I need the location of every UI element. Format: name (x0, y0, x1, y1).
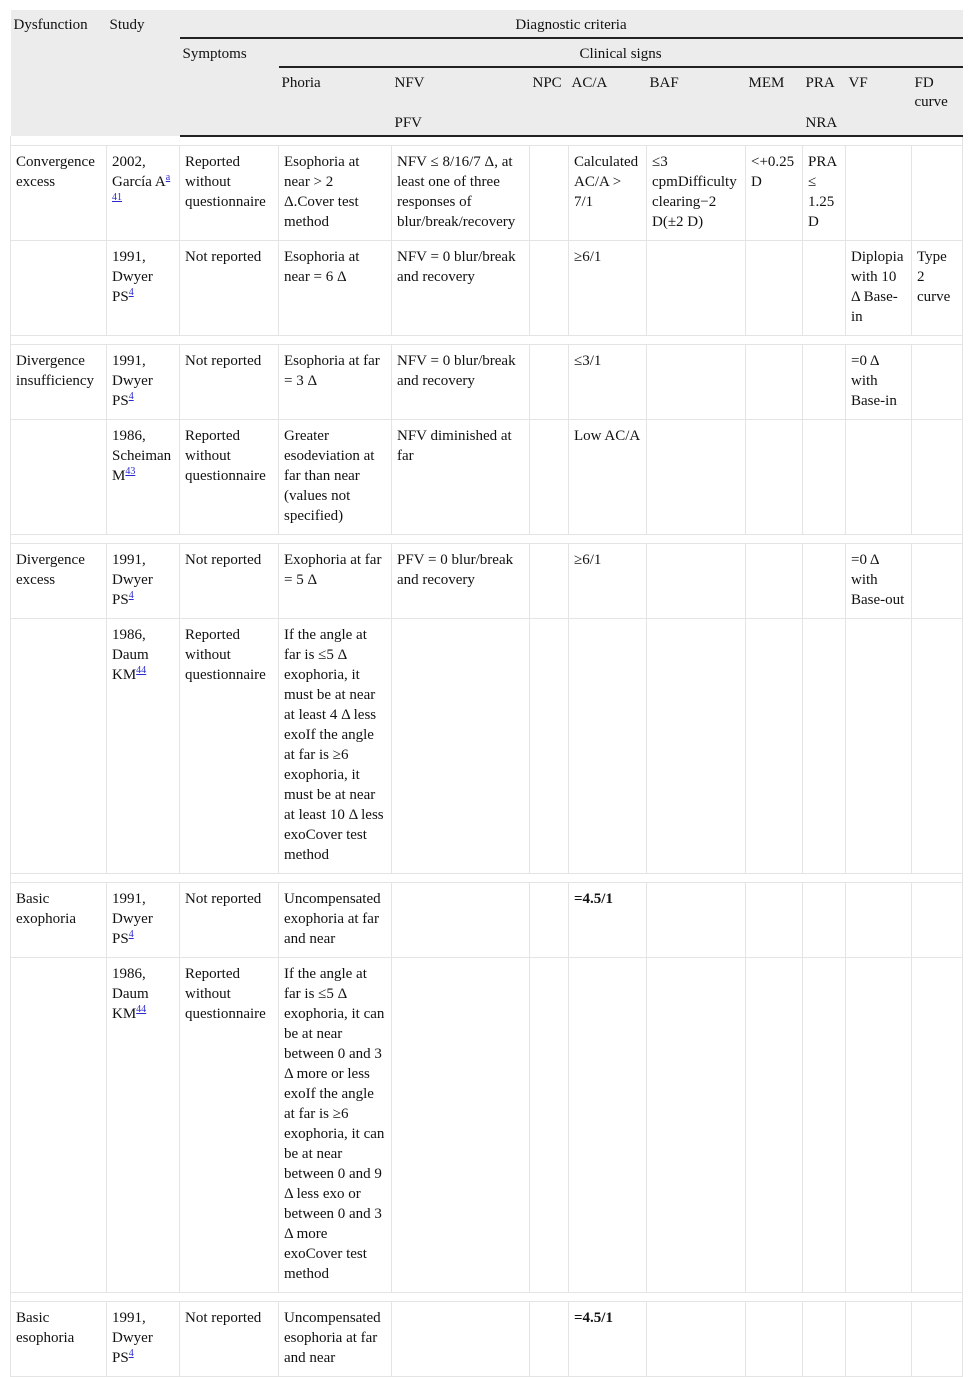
cell-nfv (392, 958, 530, 1293)
header-symptoms: Symptoms (180, 38, 279, 136)
cell-fd-curve (912, 958, 963, 1293)
cell-aca: Calculated AC/A > 7/1 (569, 146, 647, 241)
cell-npc (530, 958, 569, 1293)
header-clinical-signs: Clinical signs (279, 38, 963, 67)
cell-npc (530, 1302, 569, 1377)
cell-npc (530, 420, 569, 535)
cell-phoria: Greater esodeviation at far than near (values not specified) (279, 420, 392, 535)
study-reference-link[interactable]: 4 (128, 287, 134, 298)
cell-mem (746, 1302, 803, 1377)
spacer-row (11, 535, 963, 544)
cell-study (107, 544, 180, 619)
cell-aca (569, 1302, 647, 1377)
cell-nfv (392, 1302, 530, 1377)
header-fd-curve: FD curve (912, 67, 963, 136)
cell-dysfunction: Divergence excess (11, 544, 107, 619)
cell-phoria: Esophoria at far = 3 Δ (279, 345, 392, 420)
cell-baf (647, 883, 746, 958)
cell-dysfunction (11, 420, 107, 535)
table-row (11, 420, 963, 535)
cell-baf (647, 544, 746, 619)
cell-vf (846, 883, 912, 958)
cell-aca (569, 619, 647, 874)
cell-aca (569, 883, 647, 958)
cell-npc (530, 241, 569, 336)
study-text: 1986, Daum KM (112, 966, 149, 1022)
cell-nfv: NFV = 0 blur/break and recovery (392, 241, 530, 336)
cell-vf (846, 958, 912, 1293)
criteria-table-wrapper (10, 10, 962, 1366)
cell-study (107, 958, 180, 1293)
cell-fd-curve (912, 146, 963, 241)
study-reference-link[interactable]: 44 (136, 665, 147, 676)
cell-symptoms: Reported without questionnaire (180, 958, 279, 1293)
study-reference-link[interactable]: 4 (128, 1348, 134, 1359)
study-reference-link[interactable]: 43 (125, 466, 136, 477)
study-reference-link[interactable]: 44 (136, 1004, 147, 1015)
cell-pra: PRA ≤ 1.25 D (803, 146, 846, 241)
cell-symptoms: Not reported (180, 883, 279, 958)
cell-pra (803, 420, 846, 535)
cell-fd-curve (912, 883, 963, 958)
cell-study (107, 146, 180, 241)
table-row (11, 958, 963, 1293)
cell-pra (803, 544, 846, 619)
study-reference-link[interactable]: 4 (128, 929, 134, 940)
header-dysfunction: Dysfunction (11, 10, 107, 136)
study-text: 1991, Dwyer PS (112, 353, 153, 409)
cell-fd-curve (912, 420, 963, 535)
aca-bold-value: =4.5/1 (574, 891, 613, 907)
header-pfv: PFV (392, 114, 530, 136)
cell-aca (569, 958, 647, 1293)
cell-symptoms: Not reported (180, 241, 279, 336)
header-npc: NPC (530, 67, 569, 136)
study-reference-link[interactable]: 4 (128, 391, 134, 402)
cell-fd-curve (912, 345, 963, 420)
cell-phoria: Esophoria at near = 6 Δ (279, 241, 392, 336)
study-text: 1991, Dwyer PS (112, 1310, 153, 1366)
cell-vf: =0 Δ with Base-out (846, 544, 912, 619)
header-pra: PRA (803, 67, 846, 114)
cell-phoria: Uncompensated esophoria at far and near (279, 1302, 392, 1377)
cell-phoria: If the angle at far is ≤5 Δ exophoria, it must be at near at least 4 Δ less exoIf the angle at far is ≥6 exophoria, it must be at near at least 10 Δ less exoCover test method (279, 619, 392, 874)
spacer-row (11, 336, 963, 345)
cell-symptoms: Reported without questionnaire (180, 420, 279, 535)
cell-aca: ≤3/1 (569, 345, 647, 420)
cell-npc (530, 146, 569, 241)
cell-dysfunction: Convergence excess (11, 146, 107, 241)
spacer-row (11, 1293, 963, 1302)
cell-fd-curve (912, 544, 963, 619)
cell-baf (647, 420, 746, 535)
cell-fd-curve (912, 1302, 963, 1377)
cell-mem (746, 883, 803, 958)
cell-mem (746, 241, 803, 336)
cell-phoria: Esophoria at near > 2 Δ.Cover test method (279, 146, 392, 241)
header-baf: BAF (647, 67, 746, 136)
cell-vf (846, 619, 912, 874)
cell-symptoms: Not reported (180, 544, 279, 619)
cell-nfv: PFV = 0 blur/break and recovery (392, 544, 530, 619)
cell-mem (746, 420, 803, 535)
header-aca: AC/A (569, 67, 647, 136)
study-reference-link[interactable]: 4 (128, 590, 134, 601)
cell-baf (647, 241, 746, 336)
aca-bold-value: =4.5/1 (574, 1310, 613, 1326)
cell-pra (803, 345, 846, 420)
cell-npc (530, 883, 569, 958)
cell-nfv: NFV = 0 blur/break and recovery (392, 345, 530, 420)
header-nra: NRA (803, 114, 846, 136)
header-phoria: Phoria (279, 67, 392, 136)
cell-pra (803, 958, 846, 1293)
cell-vf (846, 420, 912, 535)
cell-study (107, 241, 180, 336)
table-row (11, 146, 963, 241)
cell-vf: =0 Δ with Base-in (846, 345, 912, 420)
cell-mem (746, 544, 803, 619)
cell-dysfunction: Basic exophoria (11, 883, 107, 958)
cell-npc (530, 619, 569, 874)
header-study: Study (107, 10, 180, 136)
cell-vf (846, 1302, 912, 1377)
cell-nfv: NFV ≤ 8/16/7 Δ, at least one of three responses of blur/break/recovery (392, 146, 530, 241)
cell-baf (647, 1302, 746, 1377)
header-row-1 (11, 10, 963, 38)
study-text: 1991, Dwyer PS (112, 891, 153, 947)
cell-symptoms: Not reported (180, 1302, 279, 1377)
cell-baf (647, 345, 746, 420)
cell-mem (746, 345, 803, 420)
cell-pra (803, 619, 846, 874)
cell-aca: Low AC/A (569, 420, 647, 535)
cell-pra (803, 883, 846, 958)
table-row (11, 1302, 963, 1377)
study-text: 1986, Scheiman M (112, 428, 172, 484)
study-reference-link[interactable]: 41 (112, 192, 122, 203)
spacer-row (11, 136, 963, 146)
cell-study (107, 345, 180, 420)
cell-mem (746, 958, 803, 1293)
table-row (11, 241, 963, 336)
cell-dysfunction (11, 619, 107, 874)
cell-nfv (392, 883, 530, 958)
cell-phoria: If the angle at far is ≤5 Δ exophoria, it can be at near between 0 and 3 Δ more or less exoIf the angle at far is ≥6 exophoria, it can be at near between 0 and 9 Δ less exo or between 0 and 3 Δ more exoCover test method (279, 958, 392, 1293)
table-row (11, 544, 963, 619)
cell-pra (803, 1302, 846, 1377)
cell-npc (530, 544, 569, 619)
cell-phoria: Exophoria at far = 5 Δ (279, 544, 392, 619)
cell-baf (647, 958, 746, 1293)
study-text: 2002, García A (112, 154, 166, 190)
study-text: 1986, Daum KM (112, 627, 149, 683)
cell-phoria: Uncompensated exophoria at far and near (279, 883, 392, 958)
cell-aca: ≥6/1 (569, 241, 647, 336)
cell-symptoms: Reported without questionnaire (180, 619, 279, 874)
header-vf: VF (846, 67, 912, 136)
table-row (11, 619, 963, 874)
cell-nfv: NFV diminished at far (392, 420, 530, 535)
table-row (11, 345, 963, 420)
cell-mem: <+0.25 D (746, 146, 803, 241)
header-mem: MEM (746, 67, 803, 136)
spacer-row (11, 874, 963, 883)
cell-symptoms: Reported without questionnaire (180, 146, 279, 241)
cell-vf (846, 146, 912, 241)
diagnostic-criteria-table (10, 10, 963, 1377)
header-nfv: NFV (392, 67, 530, 114)
header-diagnostic-criteria: Diagnostic criteria (180, 10, 963, 38)
cell-dysfunction (11, 958, 107, 1293)
study-text: 1991, Dwyer PS (112, 552, 153, 608)
cell-baf: ≤3 cpmDifficulty clearing−2 D(±2 D) (647, 146, 746, 241)
cell-mem (746, 619, 803, 874)
cell-dysfunction (11, 241, 107, 336)
cell-baf (647, 619, 746, 874)
cell-dysfunction: Divergence insufficiency (11, 345, 107, 420)
cell-study (107, 420, 180, 535)
study-text: 1991, Dwyer PS (112, 249, 153, 305)
cell-fd-curve (912, 619, 963, 874)
study-footnote-sup[interactable]: a (165, 172, 171, 183)
cell-aca: ≥6/1 (569, 544, 647, 619)
cell-vf: Diplopia with 10 Δ Base-in (846, 241, 912, 336)
cell-npc (530, 345, 569, 420)
cell-study (107, 619, 180, 874)
cell-study (107, 1302, 180, 1377)
cell-symptoms: Not reported (180, 345, 279, 420)
cell-study (107, 883, 180, 958)
table-row (11, 883, 963, 958)
cell-nfv (392, 619, 530, 874)
cell-pra (803, 241, 846, 336)
cell-fd-curve: Type 2 curve (912, 241, 963, 336)
cell-dysfunction: Basic esophoria (11, 1302, 107, 1377)
